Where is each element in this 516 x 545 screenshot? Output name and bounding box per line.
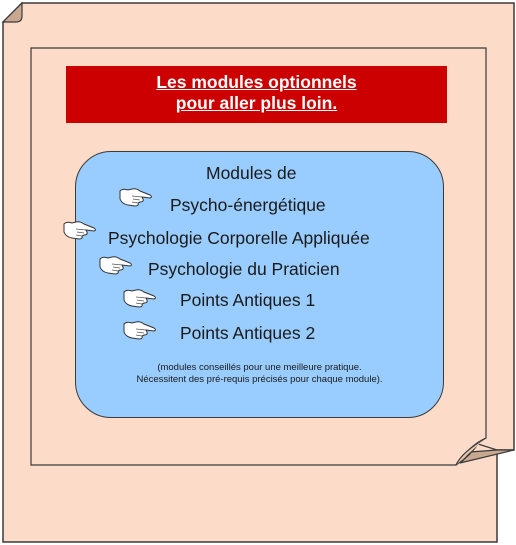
sheet-curl-top-left: [3, 3, 22, 22]
title-banner: [66, 66, 447, 123]
pointing-hand-icon: [118, 185, 154, 207]
panel-note-line-1: (modules conseillés pour une meilleure pratique.: [157, 362, 362, 373]
pointing-hand-icon: [62, 218, 98, 240]
pointing-hand-icon: [122, 286, 158, 308]
panel-heading: Modules de: [206, 163, 297, 183]
modules-panel: [75, 151, 444, 418]
title-line-2: pour aller plus loin.: [175, 93, 338, 113]
title-line-1: Les modules optionnels: [156, 72, 357, 92]
panel-note-line-2: Nécessitent des pré-requis précisés pour chaque module).: [136, 374, 383, 385]
module-item-3: Psychologie du Praticien: [148, 259, 340, 279]
pointing-hand-icon: [98, 253, 134, 275]
module-item-5: Points Antiques 2: [180, 323, 316, 343]
module-item-1: Psycho-énergétique: [170, 195, 326, 215]
module-item-4: Points Antiques 1: [180, 290, 316, 310]
module-item-2: Psychologie Corporelle Appliquée: [108, 228, 370, 248]
pointing-hand-icon: [122, 318, 158, 340]
